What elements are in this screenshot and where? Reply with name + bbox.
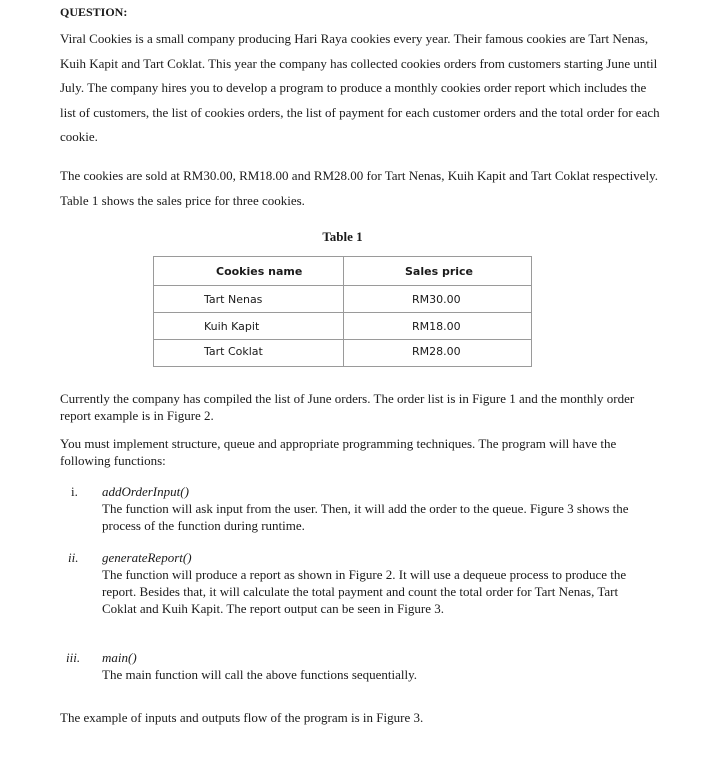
- function-description: The function will ask input from the user. Then, it will add the order to the queue. Figure 3 shows the process of the function during runtime.: [102, 501, 629, 533]
- intro-paragraph: Viral Cookies is a small company producing Hari Raya cookies every year. Their famous cookies are Tart Nenas, Kuih Kapit and Tart Coklat. This year the company has collected cookies orders from customers starting June until July. The company hires you to develop a program to produce a monthly cookies order report which includes the list of customers, the list of cookies orders, the list of payment for each customer orders and the total order for each cookie.: [60, 31, 660, 145]
- cell-cookie-name: Tart Nenas: [154, 286, 344, 313]
- table-header-row: [154, 257, 532, 286]
- table-row: [154, 340, 532, 367]
- function-number: iii.: [66, 650, 81, 665]
- question-heading: QUESTION:: [60, 5, 128, 19]
- orders-paragraph: Currently the company has compiled the list of June orders. The order list is in Figure 1 and the monthly order report example is in Figure 2.: [60, 391, 635, 423]
- cookies-price-table: [153, 256, 532, 367]
- function-item: [102, 483, 642, 534]
- function-description: The main function will call the above functions sequentially.: [102, 667, 418, 682]
- cell-sales-price: RM18.00: [344, 313, 532, 340]
- function-item: [102, 549, 642, 617]
- function-name: generateReport(): [102, 550, 192, 565]
- closing-paragraph: The example of inputs and outputs flow of the program is in Figure 3.: [60, 710, 424, 725]
- cell-sales-price: RM30.00: [344, 286, 532, 313]
- implement-paragraph: You must implement structure, queue and appropriate programming techniques. The program will have the following functions:: [60, 436, 617, 468]
- prices-paragraph: The cookies are sold at RM30.00, RM18.00 and RM28.00 for Tart Nenas, Kuih Kapit and Tart Coklat respectively. Table 1 shows the sales price for three cookies.: [60, 168, 658, 208]
- table-row: [154, 286, 532, 313]
- table-row: [154, 313, 532, 340]
- function-name: addOrderInput(): [102, 484, 189, 499]
- function-description: The function will produce a report as shown in Figure 2. It will use a dequeue process to produce the report. Besides that, it will calculate the total payment and count the total order for Tart Nenas, Tart Coklat and Kuih Kapit. The report output can be seen in Figure 3.: [102, 567, 627, 616]
- function-number: i.: [71, 484, 78, 499]
- function-number: ii.: [68, 550, 79, 565]
- header-sales-price: Sales price: [344, 257, 532, 286]
- cell-cookie-name: Kuih Kapit: [154, 313, 344, 340]
- cell-cookie-name: Tart Coklat: [154, 340, 344, 367]
- cell-sales-price: RM28.00: [344, 340, 532, 367]
- function-item: [102, 649, 642, 683]
- header-cookies-name: Cookies name: [154, 257, 344, 286]
- table-title: Table 1: [322, 229, 363, 244]
- function-name: main(): [102, 650, 137, 665]
